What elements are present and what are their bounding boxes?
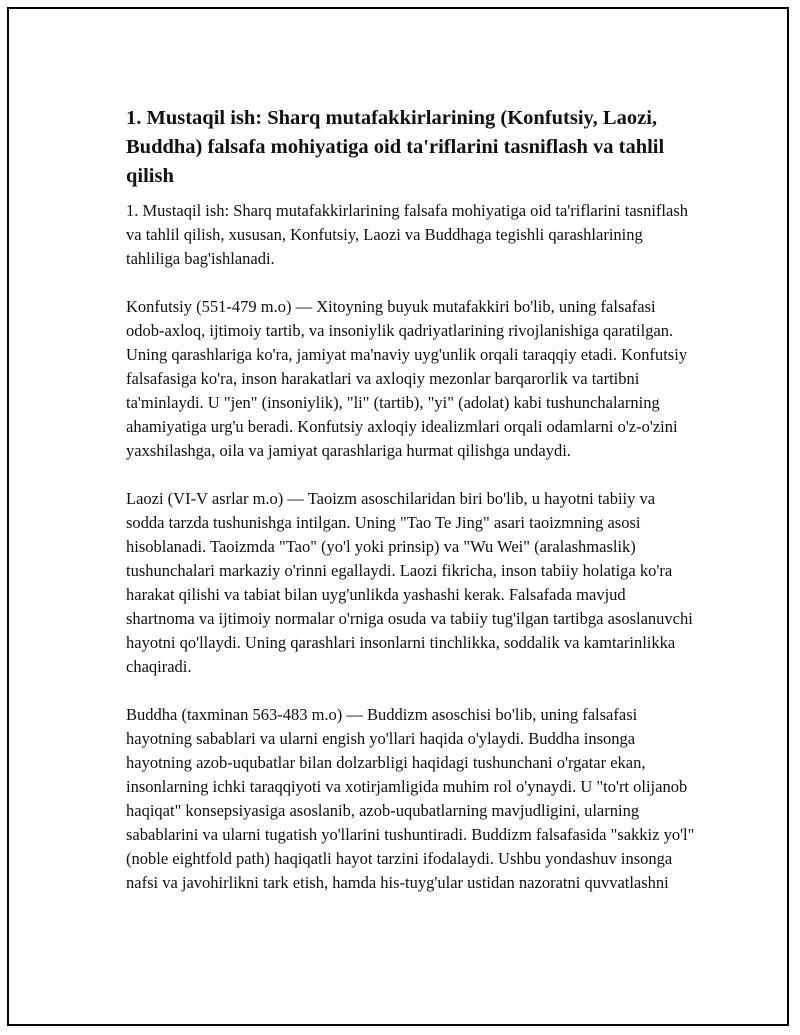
confucius-paragraph: Konfutsiy (551-479 m.o) — Xitoyning buyuk mutafakkiri bo'lib, uning falsafasi odob-axloq, ijtimoiy tartib, va insoniylik qadriyatlarining rivojlanishiga qaratilgan. Uning qarashlariga ko'ra, jamiyat ma'naviy uyg'unlik orqali taraqqiy etadi. Konfutsiy falsafasiga ko'ra, inson harakatlari va axloqiy mezonlar barqarorlik va tartibni ta'minlaydi. U "jen" (insoniylik), "li" (tartib), "yi" (adolat) kabi tushunchalarning ahamiyatiga urg'u beradi. Konfutsiy axloqiy idealizmlari orqali odamlarni o'z-o'zini yaxshilashga, oila va jamiyat qarashlariga hurmat qilishga undaydi.: [126, 297, 688, 460]
document-page: [7, 7, 789, 1026]
intro-paragraph: 1. Mustaqil ish: Sharq mutafakkirlarining falsafa mohiyatiga oid ta'riflarini tasniflash va tahlil qilish, xususan, Konfutsiy, Laozi va Buddhaga tegishli qarashlarining tahliliga bag'ishlanadi.: [126, 201, 689, 268]
document-body: [126, 104, 696, 919]
document-title: 1. Mustaqil ish: Sharq mutafakkirlarining (Konfutsiy, Laozi, Buddha) falsafa mohiyatiga oid ta'riflarini tasniflash va tahlil qilish: [126, 107, 665, 187]
laozi-paragraph: Laozi (VI-V asrlar m.o) — Taoizm asoschilaridan biri bo'lib, u hayotni tabiiy va sodda tarzda tushunishga intilgan. Uning "Tao Te Jing" asari taoizmning asosi hisoblanadi. Taoizmda "Tao" (yo'l yoki prinsip) va "Wu Wei" (aralashmaslik) tushunchalari markaziy o'rinni egallaydi. Laozi fikricha, inson tabiiy holatiga ko'ra harakat qilishi va tabiat bilan uyg'unlikda yashashi kerak. Falsafada mavjud shartnoma va ijtimoiy normalar o'rniga osuda va tabiiy tug'ilgan tartibga asoslanuvchi hayotni qo'llaydi. Uning qarashlari insonlarni tinchlikka, soddalik va kamtarinlikka chaqiradi.: [126, 489, 693, 676]
buddha-paragraph: Buddha (taxminan 563-483 m.o) — Buddizm asoschisi bo'lib, uning falsafasi hayotning sabablari va ularni engish yo'llari haqida o'ylaydi. Buddha insonga hayotning azob-uqubatlar bilan dolzarbligi haqidagi tushunchani o'rgatar ekan, insonlarning ichki taraqqiyoti va xotirjamligida muhim rol o'ynaydi. U "to'rt olijanob haqiqat" konsepsiyasiga asoslanib, azob-uqubatlarning mavjudligini, ularning sabablarini va ularni tugatish yo'llarini tushuntiradi. Buddizm falsafasida "sakkiz yo'l" (noble eightfold path) haqiqatli hayot tarzini ifodalaydi. Ushbu yondashuv insonga nafsi va javohirlikni tark etish, hamda his-tuyg'ular ustidan nazoratni quvvatlashni: [126, 705, 695, 892]
